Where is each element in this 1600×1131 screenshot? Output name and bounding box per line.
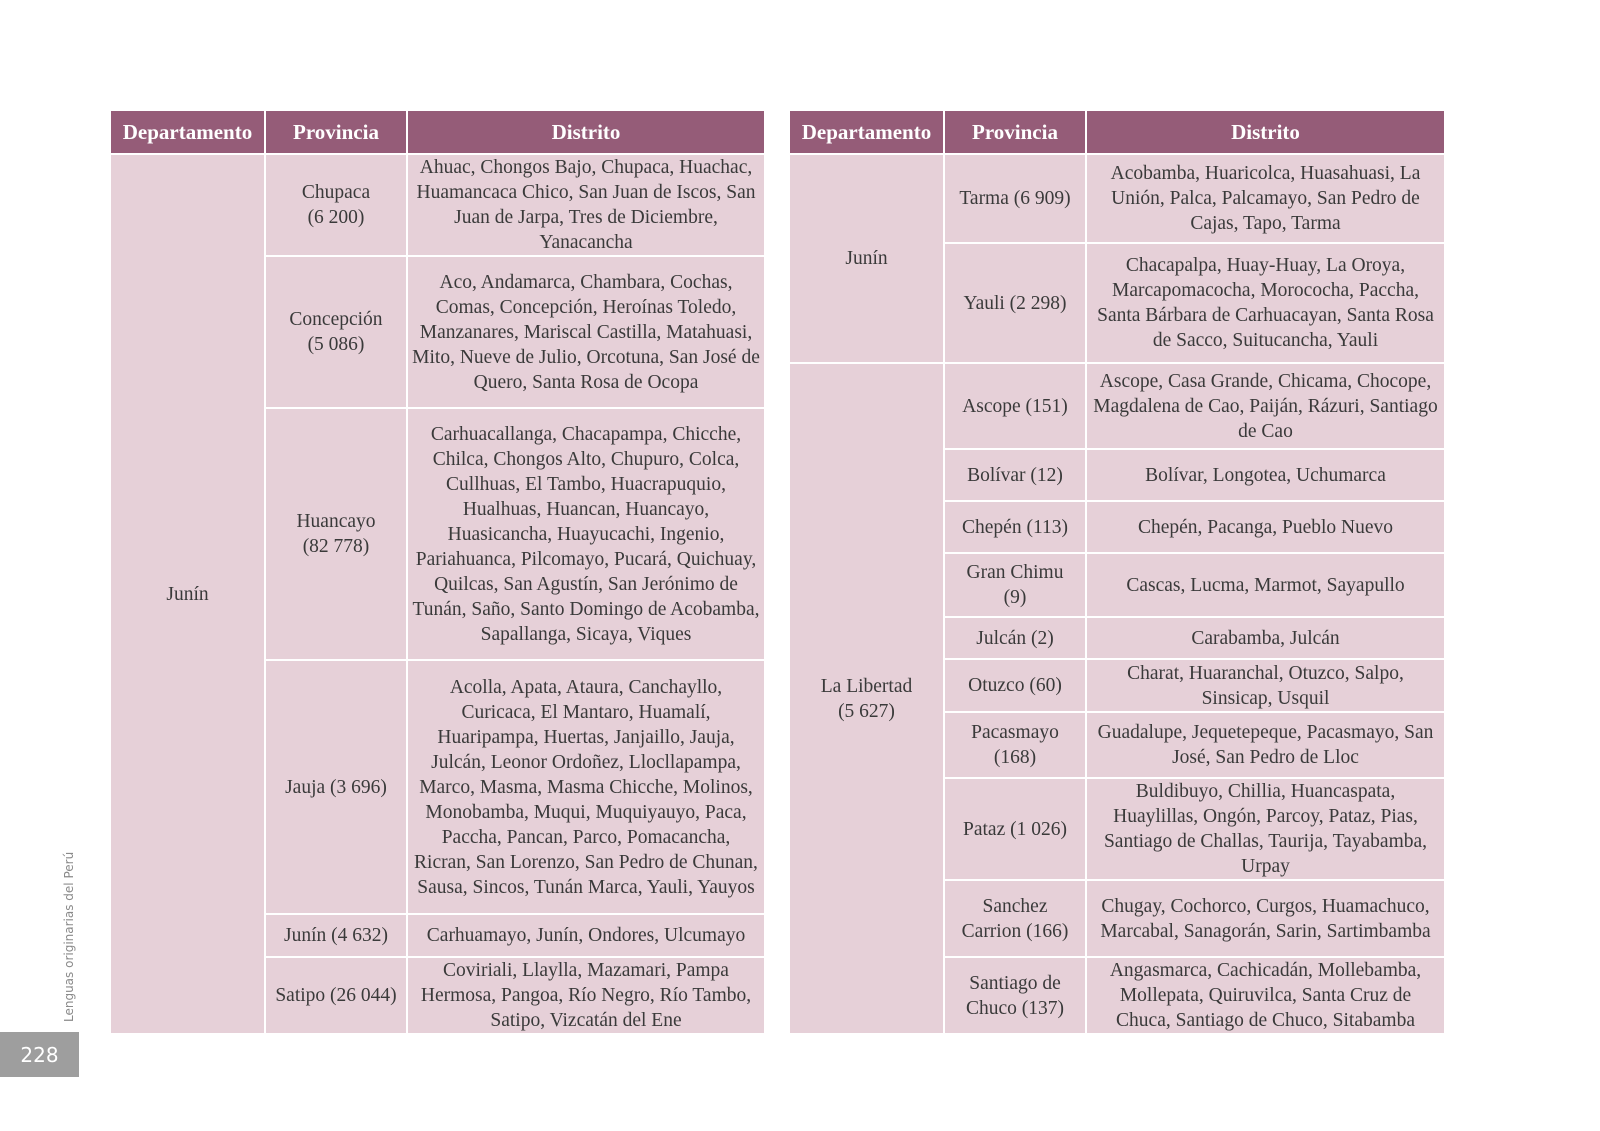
province-cell: Gran Chimu (9): [944, 553, 1086, 617]
district-cell: Carhuacallanga, Chacapampa, Chicche, Chilca, Chongos Alto, Chupuro, Colca, Cullhuas, El Tambo, Huacrapuquio, Hualhuas, Huancan, Huancayo, Huasicancha, Huayucachi, Ingenio, Pariahuanca, Pilcomayo, Pucará, Quichuay, Quilcas, San Agustín, San Jerónimo de Tunán, Saño, Santo Domingo de Acobamba, Sapallanga, Sicaya, Viques: [407, 408, 765, 660]
province-cell: Pataz (1 026): [944, 778, 1086, 880]
province-cell: Tarma (6 909): [944, 154, 1086, 243]
district-cell: Chepén, Pacanga, Pueblo Nuevo: [1086, 501, 1445, 553]
province-header: Provincia: [944, 110, 1086, 154]
table-header-row: [110, 110, 765, 154]
department-header: Departamento: [110, 110, 265, 154]
district-cell: Aco, Andamarca, Chambara, Cochas, Comas, Concepción, Heroínas Toledo, Manzanares, Mariscal Castilla, Matahuasi, Mito, Nueve de Julio, Orcotuna, San José de Quero, Santa Rosa de Ocopa: [407, 256, 765, 408]
left-districts-table: [109, 109, 766, 1035]
district-cell: Ahuac, Chongos Bajo, Chupaca, Huachac, Huamancaca Chico, San Juan de Iscos, San Juan de Jarpa, Tres de Diciembre, Yanacancha: [407, 154, 765, 256]
right-districts-table: [788, 109, 1446, 1035]
district-cell: Coviriali, Llaylla, Mazamari, Pampa Hermosa, Pangoa, Río Negro, Río Tambo, Satipo, Vizcatán del Ene: [407, 957, 765, 1034]
district-cell: Charat, Huaranchal, Otuzco, Salpo, Sinsicap, Usquil: [1086, 659, 1445, 712]
district-header: Distrito: [407, 110, 765, 154]
province-cell: Bolívar (12): [944, 449, 1086, 501]
table-header-row: [789, 110, 1445, 154]
district-cell: Chacapalpa, Huay-Huay, La Oroya, Marcapomacocha, Morococha, Paccha, Santa Bárbara de Carhuacayan, Santa Rosa de Sacco, Suitucancha, Yauli: [1086, 243, 1445, 363]
province-cell: Ascope (151): [944, 363, 1086, 449]
province-cell: Chupaca (6 200): [265, 154, 407, 256]
district-cell: Chugay, Cochorco, Curgos, Huamachuco, Marcabal, Sanagorán, Sarin, Sartimbamba: [1086, 880, 1445, 957]
province-cell: Sanchez Carrion (166): [944, 880, 1086, 957]
district-cell: Buldibuyo, Chillia, Huancaspata, Huaylillas, Ongón, Parcoy, Pataz, Pias, Santiago de Challas, Taurija, Tayabamba, Urpay: [1086, 778, 1445, 880]
province-cell: Satipo (26 044): [265, 957, 407, 1034]
district-cell: Ascope, Casa Grande, Chicama, Chocope, Magdalena de Cao, Paiján, Rázuri, Santiago de Cao: [1086, 363, 1445, 449]
province-cell: Julcán (2): [944, 617, 1086, 659]
province-cell: Jauja (3 696): [265, 660, 407, 914]
province-cell: Santiago de Chuco (137): [944, 957, 1086, 1034]
district-cell: Cascas, Lucma, Marmot, Sayapullo: [1086, 553, 1445, 617]
province-cell: Otuzco (60): [944, 659, 1086, 712]
department-cell: Junín: [789, 154, 944, 363]
district-cell: Carhuamayo, Junín, Ondores, Ulcumayo: [407, 914, 765, 957]
province-cell: Huancayo (82 778): [265, 408, 407, 660]
department-cell: Junín: [110, 154, 265, 1034]
province-cell: Concepción (5 086): [265, 256, 407, 408]
province-cell: Chepén (113): [944, 501, 1086, 553]
page-number: 228: [0, 1032, 79, 1077]
department-header: Departamento: [789, 110, 944, 154]
province-cell: Yauli (2 298): [944, 243, 1086, 363]
province-cell: Pacasmayo (168): [944, 712, 1086, 778]
district-cell: Acolla, Apata, Ataura, Canchayllo, Curicaca, El Mantaro, Huamalí, Huaripampa, Huertas, Janjaillo, Jauja, Julcán, Leonor Ordoñez, Llocllapampa, Marco, Masma, Masma Chicche, Molinos, Monobamba, Muqui, Muquiyauyo, Paca, Paccha, Pancan, Parco, Pomacancha, Ricran, San Lorenzo, San Pedro de Chunan, Sausa, Sincos, Tunán Marca, Yauli, Yauyos: [407, 660, 765, 914]
district-cell: Carabamba, Julcán: [1086, 617, 1445, 659]
department-cell: La Libertad (5 627): [789, 363, 944, 1034]
district-cell: Angasmarca, Cachicadán, Mollebamba, Mollepata, Quiruvilca, Santa Cruz de Chuca, Santiago de Chuco, Sitabamba: [1086, 957, 1445, 1034]
table-row: [110, 154, 765, 256]
province-cell: Junín (4 632): [265, 914, 407, 957]
table-row: [789, 363, 1445, 449]
district-cell: Bolívar, Longotea, Uchumarca: [1086, 449, 1445, 501]
district-cell: Guadalupe, Jequetepeque, Pacasmayo, San José, San Pedro de Lloc: [1086, 712, 1445, 778]
province-header: Provincia: [265, 110, 407, 154]
book-title-side-label: Lenguas originarias del Perú: [62, 851, 76, 1022]
district-header: Distrito: [1086, 110, 1445, 154]
district-cell: Acobamba, Huaricolca, Huasahuasi, La Unión, Palca, Palcamayo, San Pedro de Cajas, Tapo, Tarma: [1086, 154, 1445, 243]
table-row: [789, 154, 1445, 243]
